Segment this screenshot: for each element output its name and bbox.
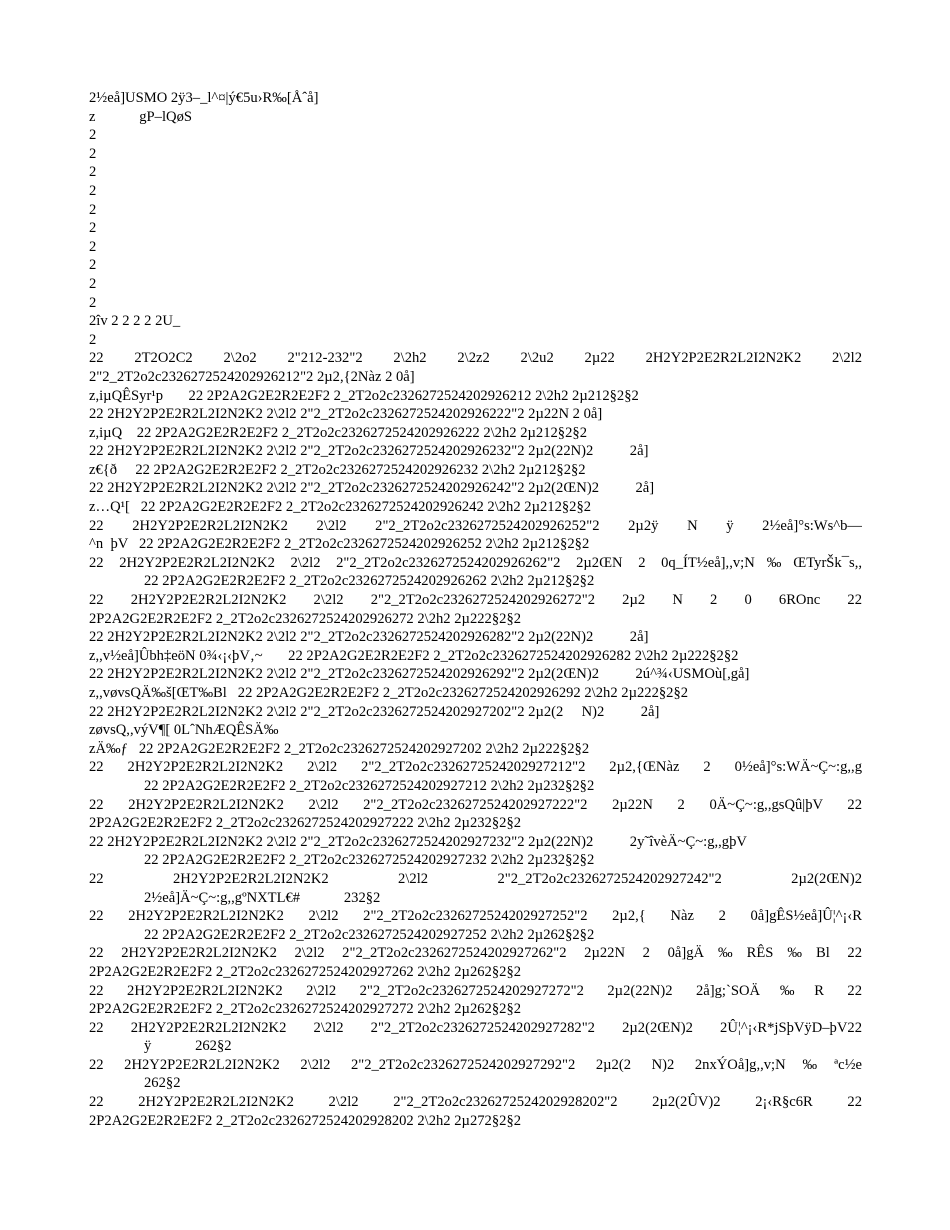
text-line: 2P2A2G2E2R2E2F2 2_2T2o2c2326272524202927272 2\2h2 2µ262§2§2 [89,1001,522,1018]
text-line: 2îv 2 2 2 2 2U_ [89,313,181,330]
text-line: 2 [89,238,97,255]
text-line: 22 2H2Y2P2E2R2L2I2N2K2 2\2l2 2"2_2T2o2c2326272524202926282"2 2µ2(22N)2 2å] [89,629,649,646]
text-line: 2 [89,294,97,311]
text-line: z,,vøvsQÄ‰š[ŒT‰Bl 22 2P2A2G2E2R2E2F2 2_2T2o2c2326272524202926292 2\2h2 2µ222§2§2 [89,685,689,701]
text-line: ÿ 262§2 [144,1038,232,1055]
text-line: 22 2H2Y2P2E2R2L2I2N2K2 2\2l2 2"2_2T2o2c2326272524202926232"2 2µ2(22N)2 2å] [89,443,649,460]
text-line: 2P2A2G2E2R2E2F2 2_2T2o2c2326272524202927222 2\2h2 2µ232§2§2 [89,815,522,832]
text-line: 22 2H2Y2P2E2R2L2I2N2K2 2\2l2 2"2_2T2o2c2326272524202927282"2 2µ2(2ŒN)2 2Û¦^¡‹R*jSþVÿD–þV22 [89,1019,862,1036]
text-line: zøvsQ,,výV¶[ 0LˆNhÆQÊSÄ‰ [89,722,279,739]
text-line: ^n þV 22 2P2A2G2E2R2E2F2 2_2T2o2c2326272524202926252 2\2h2 2µ212§2§2 [89,536,590,553]
text-line: 22 2H2Y2P2E2R2L2I2N2K2 2\2l2 2"2_2T2o2c2326272524202927252"2 2µ2,{ Nàz 2 0å]gÊS½eå]Û¦^¡‹R [89,908,862,925]
text-line: 22 2P2A2G2E2R2E2F2 2_2T2o2c2326272524202927232 2\2h2 2µ232§2§2 [144,852,595,869]
text-line: 22 2H2Y2P2E2R2L2I2N2K2 2\2l2 2"2_2T2o2c2326272524202926262"2 2µ2ŒN 2 0q_ÍT½eå],,v;N‰ŒTyrŠk¯s,, [89,554,862,571]
text-line: 2 [89,220,97,237]
text-line: 22 2H2Y2P2E2R2L2I2N2K2 2\2l2 2"2_2T2o2c2326272524202926242"2 2µ2(2ŒN)2 2å] [89,480,655,497]
text-line: z gP–lQøS [89,108,192,125]
text-line: 2 [89,331,97,348]
text-line: 2P2A2G2E2R2E2F2 2_2T2o2c2326272524202927262 2\2h2 2µ262§2§2 [89,963,522,980]
text-line: zÄ‰ƒ 22 2P2A2G2E2R2E2F2 2_2T2o2c2326272524202927202 2\2h2 2µ222§2§2 [89,740,590,757]
text-line: 2 [89,257,97,274]
text-line: 22 2H2Y2P2E2R2L2I2N2K2 2\2l2 2"2_2T2o2c2326272524202926222"2 2µ22N 2 0å] [89,406,603,423]
text-line: 22 2H2Y2P2E2R2L2I2N2K2 2\2l2 2"2_2T2o2c2326272524202926292"2 2µ2(2ŒN)2 2ú^¾‹USMOù[,gå] [89,666,750,683]
text-line: 22 2H2Y2P2E2R2L2I2N2K2 2\2l2 2"2_2T2o2c2326272524202926252"2 2µ2ÿ N ÿ 2½eå]°s:Ws^b— [89,517,862,534]
text-line: z€{ð 22 2P2A2G2E2R2E2F2 2_2T2o2c2326272524202926232 2\2h2 2µ212§2§2 [89,461,586,478]
text-line: 2P2A2G2E2R2E2F2 2_2T2o2c2326272524202928202 2\2h2 2µ272§2§2 [89,1112,522,1129]
text-line: z…Q¹[ 22 2P2A2G2E2R2E2F2 2_2T2o2c2326272524202926242 2\2h2 2µ212§2§2 [89,499,592,516]
text-line: 22 2H2Y2P2E2R2L2I2N2K2 2\2l2 2"2_2T2o2c2326272524202927212"2 2µ2,{ŒNàz 2 0½eå]°s:WÄ~Ç~:g,,g [89,759,862,776]
text-line: 2 [89,201,97,218]
text-line: 22 2H2Y2P2E2R2L2I2N2K2 2\2l2 2"2_2T2o2c2326272524202927232"2 2µ2(22N)2 2y˜îvèÄ~Ç~:g,,gþV [89,833,747,850]
text-line: 2½eå]USMO 2ÿ3–_l^¤|ý€5u›R‰[Åˆå] [89,90,319,106]
text-line: z,iµQ 22 2P2A2G2E2R2E2F2 2_2T2o2c2326272524202926222 2\2h2 2µ212§2§2 [89,424,587,441]
text-line: 2"2_2T2o2c2326272524202926212"2 2µ2,{2Nàz 2 0å] [89,368,415,385]
text-line: 22 2H2Y2P2E2R2L2I2N2K2 2\2l2 2"2_2T2o2c2326272524202928202"2 2µ2(2ÛV)2 2¡‹R§c6R 22 [89,1094,862,1111]
text-line: 22 2H2Y2P2E2R2L2I2N2K2 2\2l2 2"2_2T2o2c2326272524202927272"2 2µ2(22N)2 2å]g;`SOÄ‰R 22 [89,982,862,999]
text-line: 2½eå]Ä~Ç~:g,,gºNXTL€# 232§2 [144,889,381,906]
text-line: 22 2H2Y2P2E2R2L2I2N2K2 2\2l2 2"2_2T2o2c2326272524202927262"2 2µ22N 2 0å]gÄ‰RÊS‰Bl 22 [89,945,862,962]
text-line: 22 2P2A2G2E2R2E2F2 2_2T2o2c2326272524202927252 2\2h2 2µ262§2§2 [144,926,595,943]
text-line: 2P2A2G2E2R2E2F2 2_2T2o2c2326272524202926272 2\2h2 2µ222§2§2 [89,610,522,627]
text-line: 2 [89,164,97,181]
text-line: 22 2H2Y2P2E2R2L2I2N2K2 2\2l2 2"2_2T2o2c2326272524202927222"2 2µ22N 2 0Ä~Ç~:g,,gsQû|þV 22 [89,796,862,813]
text-line: 2 [89,275,97,292]
text-line: 22 2H2Y2P2E2R2L2I2N2K2 2\2l2 2"2_2T2o2c2326272524202927202"2 2µ2(2 N)2 2å] [89,703,660,720]
text-line: 2 [89,145,97,162]
document-body [89,89,862,1130]
text-line: 22 2P2A2G2E2R2E2F2 2_2T2o2c2326272524202926262 2\2h2 2µ212§2§2 [144,573,595,590]
text-line: z,iµQÊSyr¹p 22 2P2A2G2E2R2E2F2 2_2T2o2c2326272524202926212 2\2h2 2µ212§2§2 [89,387,639,404]
text-line: z,,v½eå]Ûbh‡eöN 0¾‹¡‹þV‚~ 22 2P2A2G2E2R2E2F2 2_2T2o2c2326272524202926282 2\2h2 2µ222§2§2 [89,647,739,664]
text-line: 22 2H2Y2P2E2R2L2I2N2K2 2\2l2 2"2_2T2o2c2326272524202927292"2 2µ2(2 N)2 2nxÝOå]g,,v;N‰ªc½e [89,1056,862,1073]
text-line: 2 [89,127,97,144]
text-line: 2 [89,182,97,199]
text-line: 262§2 [144,1075,181,1092]
text-line: 22 2H2Y2P2E2R2L2I2N2K2 2\2l2 2"2_2T2o2c2326272524202926272"2 2µ2 N 2 0 6ROnc 22 [89,592,862,609]
text-line: 22 2H2Y2P2E2R2L2I2N2K2 2\2l2 2"2_2T2o2c2326272524202927242"2 2µ2(2ŒN)2 [89,870,862,887]
text-line: 22 2P2A2G2E2R2E2F2 2_2T2o2c2326272524202927212 2\2h2 2µ232§2§2 [144,777,595,794]
text-line: 22 2T2O2C2 2\2o2 2"212-232"2 2\2h2 2\2z2 2\2u2 2µ22 2H2Y2P2E2R2L2I2N2K2 2\2l2 [89,350,862,367]
